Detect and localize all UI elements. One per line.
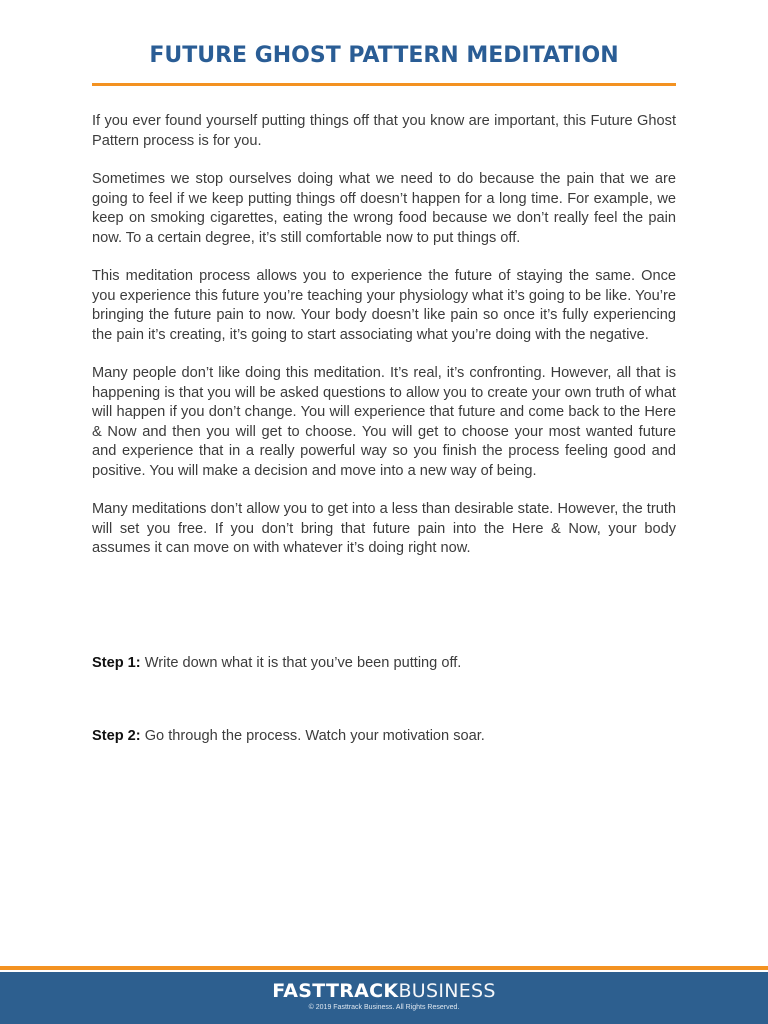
paragraph: Sometimes we stop ourselves doing what we need to do because the pain that we are going to feel if we keep putting things off doesn’t happen for a long time. For example, we keep on smoking cigarettes, eating the wrong food because we don’t really feel the pain now. To a certain degree, it’s still comfortable now to put things off. [92, 171, 676, 246]
step-1-label: Step 1: [92, 655, 141, 671]
step-1-text: Write down what it is that you’ve been putting off. [140, 655, 462, 671]
paragraph: Many meditations don’t allow you to get into a less than desirable state. However, the truth will set you free. If you don’t bring that future pain into the Here & Now, your body assumes it can move on with whatever it’s doing right now. [92, 501, 676, 556]
paragraph: This meditation process allows you to experience the future of staying the same. Once you experience this future you’re teaching your physiology what it’s going to be like. You’re bringing the future pain to now. Your body doesn’t like pain so once it’s fully experiencing the pain it’s creating, it’s going to start associating what you’re doing with the negative. [92, 268, 676, 343]
body-text [92, 112, 676, 578]
step-2 [92, 727, 676, 747]
copyright-notice: © 2019 Fasttrack Business. All Rights Reserved. [308, 1004, 460, 1011]
paragraph: Many people don’t like doing this meditation. It’s real, it’s confronting. However, all that is happening is that you will be asked questions to allow you to create your own truth of what will happen if you don’t change. You will experience that future and come back to the Here & Now and then you will get to choose. You will get to choose your most wanted future and experience that in a really powerful way so you finish the process feeling good and positive. You will make a decision and move into a new way of being. [92, 365, 676, 479]
page-title: FUTURE GHOST PATTERN MEDITATION [149, 43, 619, 68]
step-2-label: Step 2: [92, 728, 141, 744]
brand-logo-light: BUSINESS [398, 980, 496, 1002]
step-2-text: Go through the process. Watch your motivation soar. [140, 728, 485, 744]
footer-bar [0, 972, 768, 1024]
step-1 [92, 654, 676, 674]
title-underline [92, 83, 676, 86]
brand-logo-strong: FASTTRACK [272, 980, 399, 1002]
paragraph: If you ever found yourself putting things off that you know are important, this Future Ghost Pattern process is for you. [92, 113, 676, 149]
brand-logo [0, 980, 768, 1002]
